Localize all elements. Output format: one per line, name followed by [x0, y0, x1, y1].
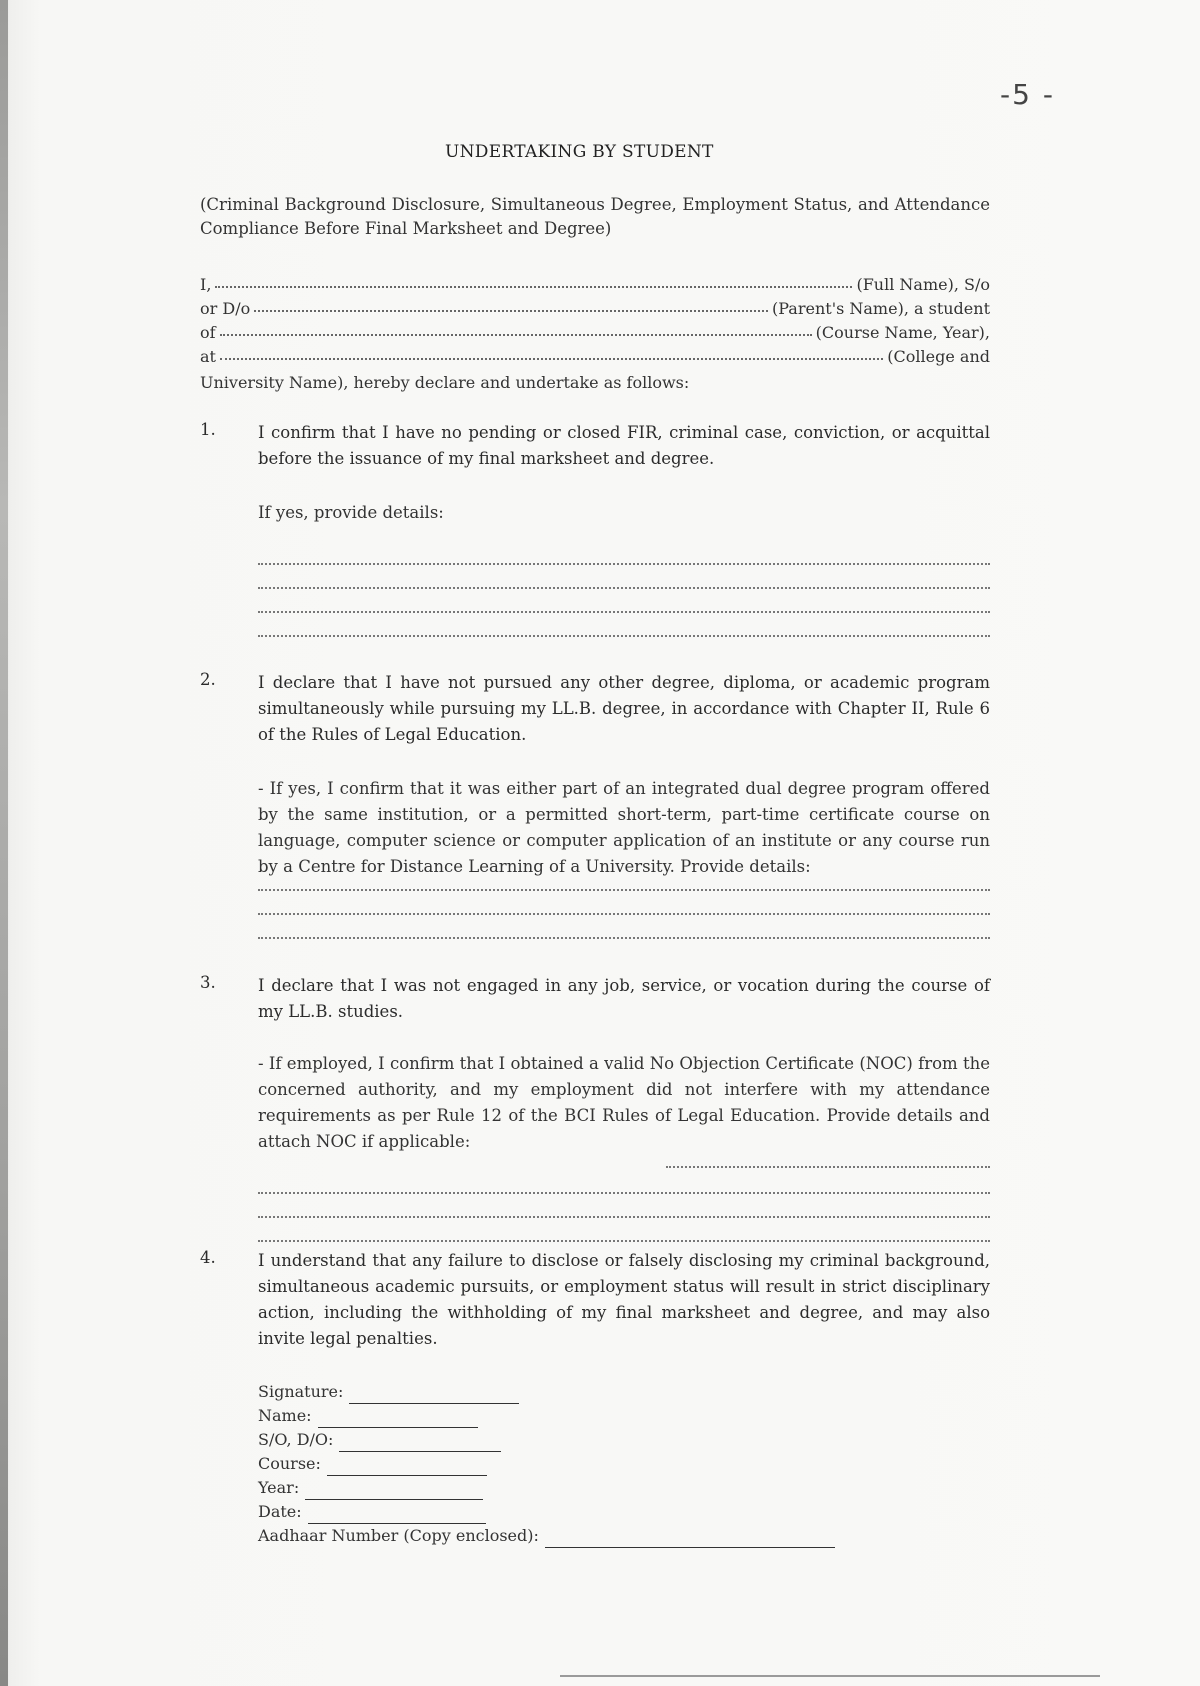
footer-rule [560, 1675, 1100, 1677]
details-line[interactable] [258, 1239, 990, 1242]
details-line[interactable] [258, 1191, 990, 1194]
details-line[interactable] [258, 586, 990, 589]
document-subtitle: (Criminal Background Disclosure, Simultaneous Degree, Employment Status, and Attendance Compliance Before Final Marksheet and Degree) [200, 195, 990, 238]
course-field[interactable] [327, 1459, 487, 1476]
clause-number: 1. [200, 420, 216, 439]
year-row [258, 1476, 835, 1500]
clause-text: I declare that I was not engaged in any job, service, or vocation during the course of my LL.B. studies. [258, 976, 990, 1021]
clause-subtext: - If yes, I confirm that it was either part of an integrated dual degree program offered by the same institution, or a permitted short-term, part-time certificate course on language, computer science or computer application of an institute or any course run by a Centre for Distance Learning of a University. Provide details: [258, 779, 990, 876]
intro-line-closing: University Name), hereby declare and undertake as follows: [200, 373, 690, 392]
course-row [258, 1452, 835, 1476]
intro-line-course [200, 318, 990, 342]
details-line[interactable] [666, 1165, 990, 1168]
signature-row [258, 1380, 835, 1404]
declarant-intro [200, 270, 990, 392]
document-title: UNDERTAKING BY STUDENT [445, 142, 714, 162]
intro-line-parent [200, 294, 990, 318]
aadhaar-field[interactable] [545, 1531, 835, 1548]
intro-line-name [200, 270, 990, 294]
so-do-label: S/O, D/O: [258, 1430, 334, 1449]
clause-text: I declare that I have not pursued any other degree, diploma, or academic program simultaneously while pursuing my LL.B. degree, in accordance with Chapter II, Rule 6 of the Rules of Legal Education. [258, 673, 990, 744]
course-label: Course: [258, 1454, 321, 1473]
date-row [258, 1500, 835, 1524]
details-line[interactable] [258, 936, 990, 939]
clause-number: 3. [200, 973, 216, 992]
intro-label: (Full Name), S/o [856, 275, 990, 294]
college-name-blank[interactable] [220, 357, 883, 360]
details-line[interactable] [258, 562, 990, 565]
clause-subtext: - If employed, I confirm that I obtained a valid No Objection Certificate (NOC) from the concerned authority, and my employment did not interfere with my attendance requirements as per Rule 12 of the BCI Rules of Legal Education. Provide details and attach NOC if applicable: [258, 1054, 990, 1151]
parent-name-blank[interactable] [254, 309, 768, 312]
details-line[interactable] [258, 1215, 990, 1218]
year-field[interactable] [305, 1483, 483, 1500]
signature-label: Signature: [258, 1382, 344, 1401]
intro-label: (Course Name, Year), [815, 323, 990, 342]
name-row [258, 1404, 835, 1428]
intro-label: at [200, 347, 216, 366]
intro-label: or D/o [200, 299, 251, 318]
details-line[interactable] [258, 912, 990, 915]
details-line[interactable] [258, 634, 990, 637]
year-label: Year: [258, 1478, 300, 1497]
intro-label: (Parent's Name), a student [772, 299, 990, 318]
details-prompt: If yes, provide details: [258, 503, 444, 522]
clause-number: 2. [200, 670, 216, 689]
intro-label: I, [200, 275, 212, 294]
aadhaar-label: Aadhaar Number (Copy enclosed): [258, 1526, 539, 1545]
intro-label: of [200, 323, 216, 342]
name-field[interactable] [318, 1411, 478, 1428]
so-do-row [258, 1428, 835, 1452]
date-field[interactable] [308, 1507, 486, 1524]
date-label: Date: [258, 1502, 302, 1521]
clause-number: 4. [200, 1248, 216, 1267]
clause-text: I understand that any failure to disclose or falsely disclosing my criminal background, simultaneous academic pursuits, or employment status will result in strict disciplinary action, including the withholding of my final marksheet and degree, and may also invite legal penalties. [258, 1251, 990, 1348]
course-name-blank[interactable] [220, 333, 812, 336]
signature-block [258, 1380, 835, 1548]
intro-label: (College and [887, 347, 990, 366]
details-line[interactable] [258, 610, 990, 613]
clause-text: I confirm that I have no pending or closed FIR, criminal case, conviction, or acquittal before the issuance of my final marksheet and degree. [258, 423, 990, 468]
details-line[interactable] [258, 888, 990, 891]
intro-line-college [200, 342, 990, 366]
page-number: -5 - [1000, 78, 1055, 111]
signature-field[interactable] [349, 1387, 519, 1404]
scan-edge [0, 0, 8, 1686]
name-label: Name: [258, 1406, 312, 1425]
so-do-field[interactable] [339, 1435, 501, 1452]
aadhaar-row [258, 1524, 835, 1548]
full-name-blank[interactable] [215, 285, 852, 288]
